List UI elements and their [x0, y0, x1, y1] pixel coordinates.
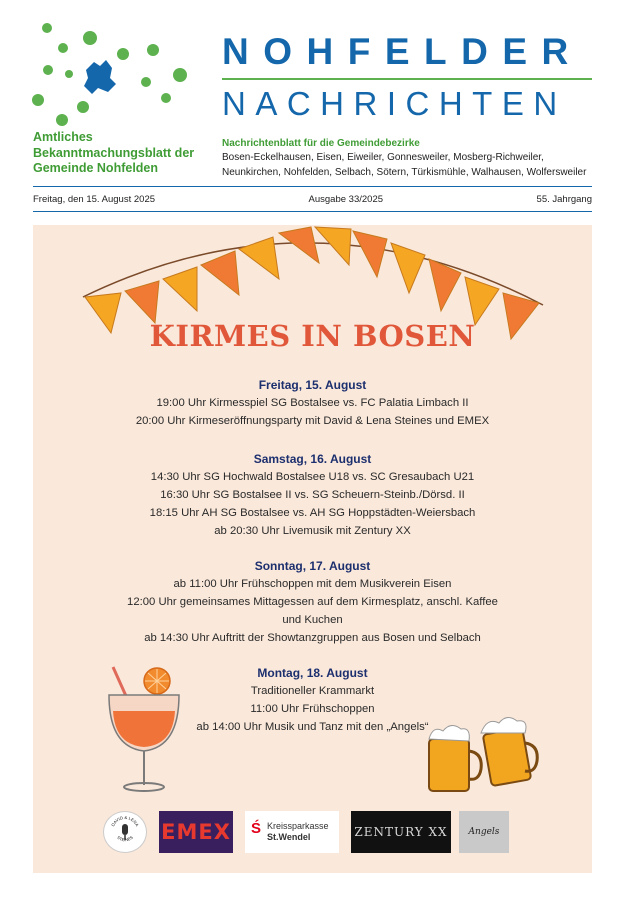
issue-info-bar — [33, 186, 592, 212]
issue-number: Ausgabe 33/2025 — [308, 193, 384, 205]
day-block-saturday — [33, 450, 592, 540]
day-heading: Freitag, 15. August — [258, 378, 367, 392]
kreissparkasse-logo: Ś Kreissparkasse St.Wendel — [245, 811, 339, 853]
event-line: 18:15 Uhr AH SG Bostalsee vs. AH SG Hoppstädten-Weiersbach — [149, 507, 476, 519]
aperol-glass-icon — [105, 665, 183, 795]
event-line: 20:00 Uhr Kirmeseröffnungsparty mit David & Lena Steines und EMEX — [135, 415, 490, 427]
microphone-icon — [105, 812, 145, 852]
masthead-title-line1: NOHFELDER — [222, 31, 583, 72]
day-block-friday — [33, 376, 592, 430]
day-block-sunday — [33, 557, 592, 647]
day-heading: Samstag, 16. August — [253, 452, 372, 466]
zentury-logo: ZENTURY XX — [351, 811, 451, 853]
kirmes-poster — [33, 225, 592, 873]
emex-logo: EMEX — [159, 811, 233, 853]
day-heading: Sonntag, 17. August — [254, 559, 371, 573]
sponsor-logos — [33, 811, 592, 855]
event-line: 19:00 Uhr Kirmesspiel SG Bostalsee vs. FC Palatia Limbach II — [156, 397, 469, 409]
event-line: 11:00 Uhr Frühschoppen — [250, 703, 375, 715]
angels-logo: Angels — [459, 811, 509, 853]
sparkasse-s-icon: Ś — [251, 820, 262, 837]
issue-date: Freitag, den 15. August 2025 — [33, 193, 156, 205]
event-line: ab 11:00 Uhr Frühschoppen mit dem Musikverein Eisen — [173, 578, 452, 590]
bulletin-subtitle: Nachrichtenblatt für die Gemeindebezirke — [222, 138, 420, 149]
event-line: ab 20:30 Uhr Livemusik mit Zentury XX — [214, 525, 411, 537]
event-line: und Kuchen — [282, 614, 343, 626]
beer-mugs-icon — [425, 715, 540, 797]
poster-title: KIRMES IN BOSEN — [149, 319, 476, 353]
official-gazette-subtitle: Amtliches Bekanntmachungsblatt der Gemeinde Nohfelden — [33, 130, 195, 175]
event-line: 16:30 Uhr SG Bostalsee II vs. SG Scheuern-Steinb./Dörsd. II — [160, 489, 465, 501]
masthead-title-line2: NACHRICHTEN — [222, 85, 567, 122]
event-line: 14:30 Uhr SG Hochwald Bostalsee U18 vs. SC Gresaubach U21 — [150, 471, 475, 483]
svg-text:DAVID & LENA: DAVID & LENA — [110, 814, 140, 828]
event-line: 12:00 Uhr gemeinsames Mittagessen auf dem Kirmesplatz, anschl. Kaffee — [127, 596, 498, 608]
event-line: ab 14:30 Uhr Auftritt der Showtanzgruppen aus Bosen und Selbach — [144, 632, 481, 644]
masthead-divider — [222, 78, 592, 80]
issue-volume: 55. Jahrgang — [536, 193, 592, 205]
event-line: Traditioneller Krammarkt — [250, 685, 375, 697]
david-lena-logo — [103, 811, 147, 853]
day-heading: Montag, 18. August — [257, 666, 368, 680]
municipality-logo — [28, 20, 198, 130]
district-list: Bosen-Eckelhausen, Eisen, Eiweiler, Gonnesweiler, Mosberg-Richweiler, Neunkirchen, Nohfelden, Selbach, Sötern, Türkismühle, Walhausen, Wolfersweiler — [222, 152, 587, 178]
svg-text:STEINES: STE NES — [116, 834, 134, 843]
event-line: ab 14:00 Uhr Musik und Tanz mit den „Angels“ — [196, 721, 429, 733]
